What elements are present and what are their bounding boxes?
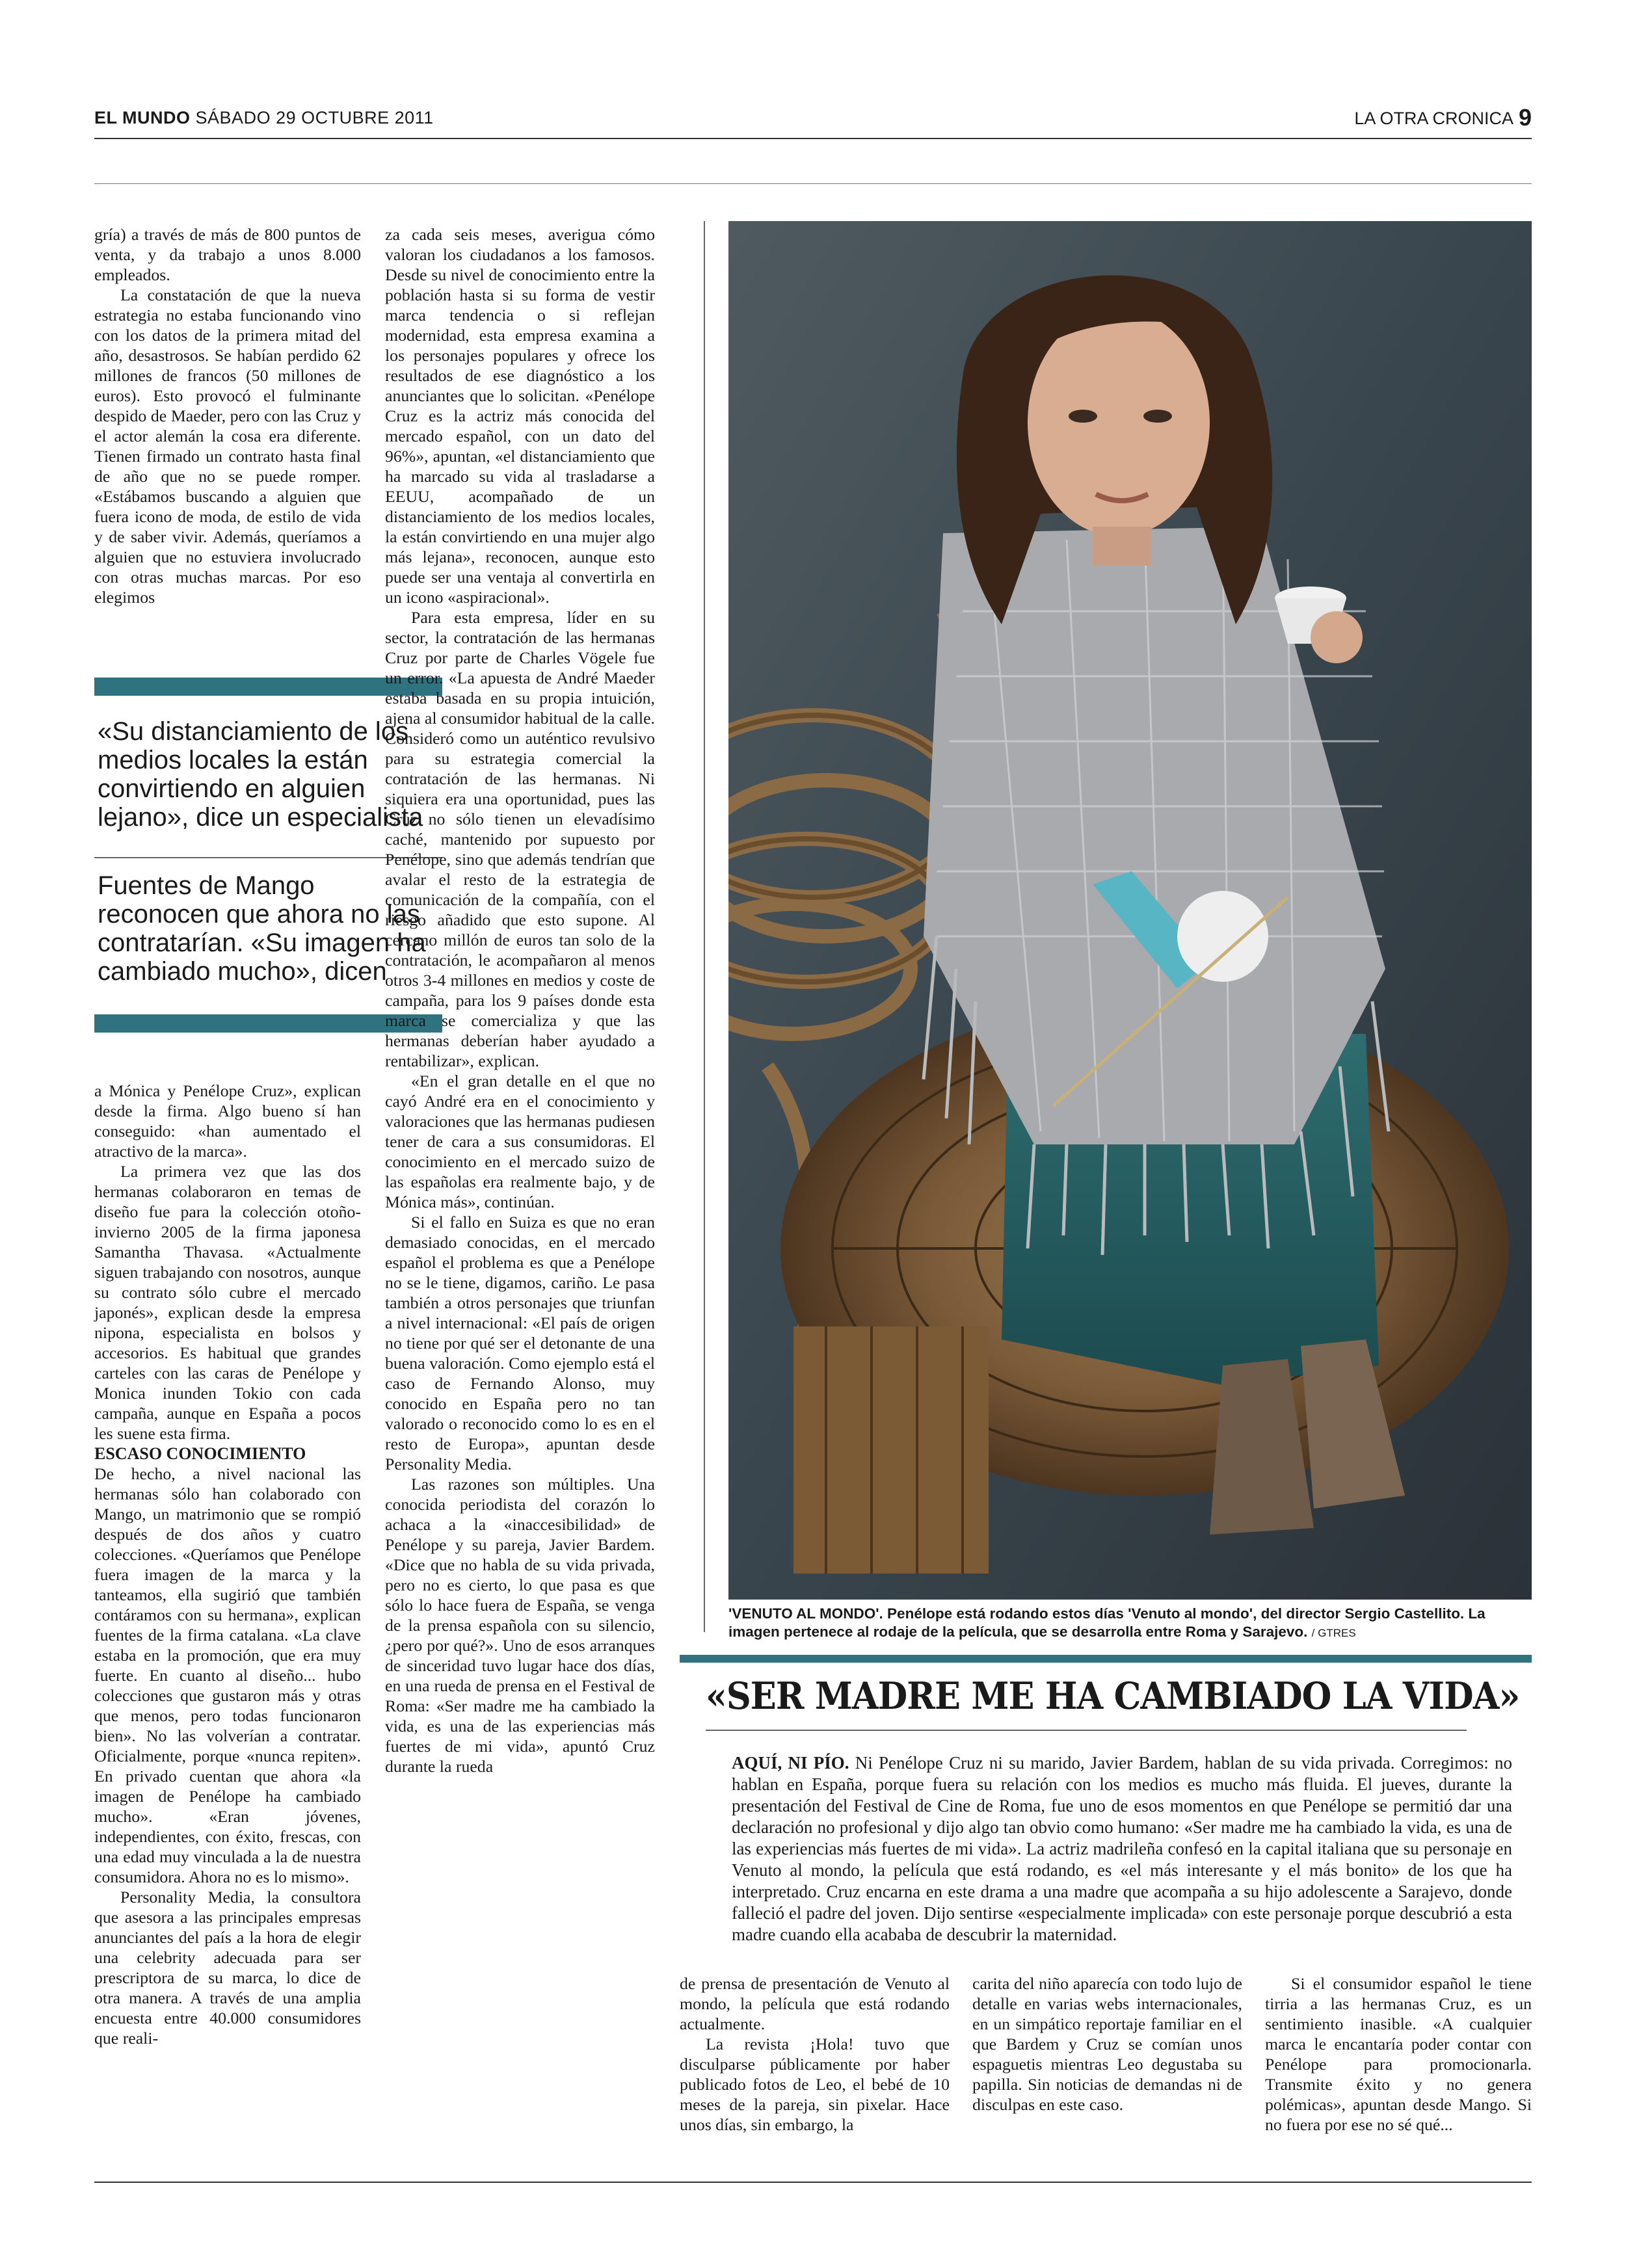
page-number: 9 bbox=[1518, 104, 1532, 131]
column-1-top bbox=[94, 224, 361, 607]
lead-text: Ni Penélope Cruz ni su marido, Javier Bardem, hablan de su vida privada. Corregimos: no hablan en España, porque fuera su relación con los medios es mucho más fluida. El jueves, durante la presentación del Festival de Cine de Roma, fue uno de esos momentos en que Penélope se permitió dar una declaración no profesional y dijo algo tan obvio como humano: «Ser madre me ha cambiado la vida, es una de las experiencias más fuertes de mi vida». La actriz madrileña confesó en la capital italiana que su personaje en Venuto al mondo, la película que está rodando, es «el más interesante y el más bonito» de los que ha interpretado. Cruz encarna en este drama a una madre que acompaña a su hijo adolescente a Sarajevo, donde falleció el padre del joven. Dijo sentirse «especialmente implicada» con este personaje porque descubrió a esta madre cuando ella acababa de descubrir la maternidad. bbox=[732, 1753, 1512, 1944]
paragraph: Si el fallo en Suiza es que no eran demasiado conocidas, en el mercado español el problema es que a Penélope no se le tiene, digamos, cariño. Le pasa también a otros personajes que triunfan a nivel internacional: «El país de origen no tiene por qué ser el detonante de una buena valoración. Como ejemplo está el caso de Fernando Alonso, muy conocido en España pero no tan valorado o reconocido como lo es en el resto de Europa», apuntan desde Personality Media. bbox=[385, 1213, 655, 1473]
column-5 bbox=[1265, 1973, 1532, 2135]
paragraph: a Mónica y Penélope Cruz», explican desde la firma. Algo bueno sí han conseguido: «han aumentado el atractivo de la marca». bbox=[94, 1081, 361, 1161]
paragraph: carita del niño aparecía con todo lujo de detalle en varias webs internacionales, en un simpático reportaje familiar en el que Bardem y Cruz se comían unos espaguetis mientras Leo degustaba su papilla. Sin noticias de demandas ni de disculpas en este caso. bbox=[972, 1974, 1242, 2114]
paragraph: La primera vez que las dos hermanas colaboraron en temas de diseño fue para la colección otoño-invierno 2005 de la firma japonesa Samantha Thavasa. «Actualmente siguen trabajando con nosotros, aunque su contrato sólo cubre el mercado japonés», explican desde la empresa nipona, especialista en bolsos y accesorios. Es habitual que grandes carteles con las caras de Penélope y Monica inunden Tokio con cada campaña, aunque en España a pocos les suene esta firma. bbox=[94, 1162, 361, 1443]
sidebar-top-rule bbox=[680, 1655, 1532, 1663]
paragraph: De hecho, a nivel nacional las hermanas sólo han colaborado con Mango, un matrimonio que se rompió después de dos años y cuatro colecciones. «Queríamos que Penélope fuera imagen de la marca y la tanteamos, ella sugirió que también contáramos con su hermana», explican fuentes de la firma catalana. «La clave estaba en la promoción, que era muy fuerte. En cuanto al diseño... hubo colecciones que gustaron más y otras que menos, pero todas funcionaron bien». No las volverían a contratar. Oficialmente, porque «nunca repiten». En privado cuentan que ahora «la imagen de Penélope ha cambiado mucho». «Eran jóvenes, independientes, con éxito, frescas, con una edad muy vinculada a la de nuestra consumidora. Ahora no es lo mismo». bbox=[94, 1464, 361, 1886]
pullquote-2: Fuentes de Mango reconocen que ahora no las contratarían. «Su imagen ha cambiado mucho», dicen bbox=[98, 871, 426, 986]
column-1-bottom bbox=[94, 1081, 361, 2048]
column-3 bbox=[680, 1973, 950, 2135]
subhead: ESCASO CONOCIMIENTO bbox=[94, 1444, 306, 1463]
paragraph: Personality Media, la consultora que asesora a las principales empresas anunciantes del país a la hora de elegir una celebrity adecuada para ser prescriptora de su marca, lo dice de otra manera. A través de una amplia encuesta entre 40.000 consumidores que reali- bbox=[94, 1888, 361, 2048]
paragraph: La constatación de que la nueva estrategia no estaba funcionando vino con los datos de la primera mitad del año, desastrosos. Se habían perdido 62 millones de francos (50 millones de euros). Esto provocó el fulminante despido de Maeder, pero con las Cruz y el actor alemán la cosa era diferente. Tienen firmado un contrato hasta final de año que no se puede romper. «Estábamos buscando a alguien que fuera icono de moda, de estilo de vida y de saber vivir. Además, queríamos a alguien que no estuviera involucrado con otras muchas marcas. Por eso elegimos bbox=[94, 285, 361, 607]
header-rule bbox=[94, 138, 1532, 139]
caption-text: 'VENUTO AL MONDO'. Penélope está rodando estos días 'Venuto al mondo', del director Sergio Castellito. La imagen pertenece al rodaje de la película, que se desarrolla entre Roma y Sarajevo. bbox=[728, 1605, 1486, 1640]
pullquote-1: «Su distanciamiento de los medios locales la están convirtiendo en alguien lejano», dice un especialista bbox=[98, 717, 423, 832]
woman-portrait-photo bbox=[728, 221, 1532, 1600]
paragraph: Las razones son múltiples. Una conocida periodista del corazón lo achaca a la «inaccesibilidad» de Penélope y su pareja, Javier Bardem. «Dice que no habla de su vida privada, pero no es cierto, lo que pasa es que sólo lo hace fuera de España, se venga de la prensa española con su silencio, ¿pero por qué?». Uno de esos arranques de sinceridad tuvo lugar hace dos días, en una rueda de prensa en el Festival de Roma: «Ser madre me ha cambiado la vida, es una de las experiencias más fuertes de mi vida», apuntó Cruz durante la rueda bbox=[385, 1475, 655, 1776]
issue-date: SÁBADO 29 OCTUBRE 2011 bbox=[195, 108, 434, 127]
paragraph: Para esta empresa, líder en su sector, la contratación de las hermanas Cruz por parte de Charles Vögele fue un error. «La apuesta de André Maeder estaba basada en su propia intuición, ajena al consumidor habitual de la calle. Consideró como un auténtico revulsivo para su estrategia comercial la contratación de las hermanas. Ni siquiera era una oportunidad, pues las Cruz no sólo tienen un elevadísimo caché, mantenido por supuesto por Penélope, sino que además tendrían que avalar el resto de la estrategia de comunicación de la compañía, con el riesgo añadido que esto supone. Al cercano millón de euros tan solo de la contratación, le acompañaron al menos otros 3-4 millones en medios y coste de campaña, para los 9 países donde esta marca se comercializa y que las hermanas deberían haber ayudado a rentabilizar», explican. bbox=[385, 608, 655, 1070]
sidebar-headline: «SER MADRE ME HA CAMBIADO LA VIDA» bbox=[706, 1674, 1520, 1718]
headline-underline bbox=[706, 1730, 1467, 1731]
paragraph: de prensa de presentación de Venuto al mondo, la película que está rodando actualmente. bbox=[680, 1974, 950, 2033]
column-rule bbox=[704, 221, 705, 1632]
sidebar-lead bbox=[732, 1752, 1512, 1945]
photo-caption bbox=[728, 1605, 1532, 1642]
paragraph: «En el gran detalle en el que no cayó André era en el conocimiento y valoraciones que las hermanas pudiesen tener de cara a sus consumidoras. El conocimiento en el mercado suizo de las españolas era realmente bajo, y de Mónica más», continúan. bbox=[385, 1072, 655, 1211]
paragraph: Si el consumidor español le tiene tirria a las hermanas Cruz, es un sentimiento inasible. «A cualquier marca le encantaría poder contar con Penélope para promocionarla. Transmite éxito y no genera polémicas», apuntan desde Mango. Si no fuera por ese no sé qué... bbox=[1265, 1974, 1532, 2134]
page-bottom-rule bbox=[94, 2182, 1532, 2183]
section-name: LA OTRA CRONICA bbox=[1354, 109, 1513, 128]
header-section bbox=[1354, 104, 1532, 131]
header-dateline bbox=[94, 108, 434, 128]
lead-label: AQUÍ, NI PÍO. bbox=[732, 1753, 849, 1773]
photo-credit: / GTRES bbox=[1311, 1627, 1356, 1639]
header-rule-2 bbox=[94, 183, 1532, 184]
column-4 bbox=[972, 1973, 1242, 2115]
paragraph: gría) a través de más de 800 puntos de venta, y da trabajo a unos 8.000 empleados. bbox=[94, 225, 361, 284]
paragraph: za cada seis meses, averigua cómo valoran los ciudadanos a los famosos. Desde su nivel de conocimiento entre la población hasta si su forma de vestir marca tendencia o si reflejan modernidad, esta empresa examina a los personajes populares y ofrece los resultados de ese diagnóstico a los anunciantes que lo solicitan. «Penélope Cruz es la actriz más conocida del mercado español, con un dato del 96%», apuntan, «el distanciamiento que ha marcado su vida al trasladarse a EEUU, acompañado de un distanciamiento de los medios locales, la están convirtiendo en una mujer algo más lejana», reconocen, aunque esto puede ser una ventaja al convertirla en un icono «aspiracional». bbox=[385, 225, 655, 607]
column-2 bbox=[385, 224, 655, 1776]
paragraph: La revista ¡Hola! tuvo que disculparse públicamente por haber publicado fotos de Leo, el bebé de 10 meses de la pareja, sin pixelar. Hace unos días, sin embargo, la bbox=[680, 2035, 950, 2134]
paper-name: EL MUNDO bbox=[94, 108, 191, 127]
